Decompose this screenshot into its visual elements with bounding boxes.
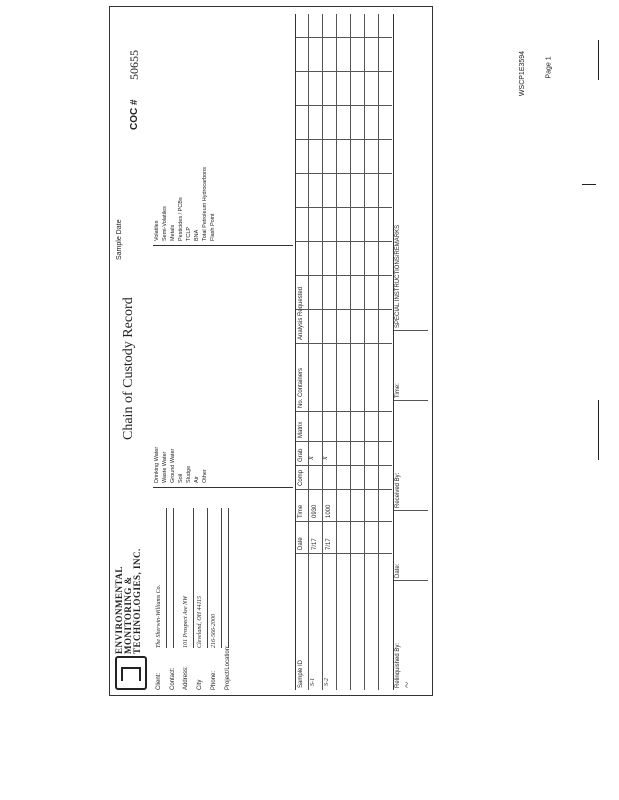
sample-type-block — [153, 243, 293, 488]
company-name-line1: ENVIRONMENTAL — [114, 566, 124, 654]
phone-label: Phone: — [211, 670, 217, 690]
grid-header-time: Time — [298, 504, 304, 518]
analysis-item: Semi-Volatiles — [162, 206, 168, 241]
signature-scribble: ~ — [401, 682, 413, 688]
phone-value: 216-566-2000 — [208, 508, 222, 648]
scan-edge-mark — [582, 184, 596, 185]
chain-of-custody-form — [109, 6, 433, 696]
row-1-date: 7/17 — [312, 538, 318, 550]
analysis-item: BNA — [194, 229, 200, 241]
client-info — [153, 490, 293, 690]
grid-header-analysis: Analysis Requested — [298, 286, 304, 340]
relinquished-by-cell — [394, 580, 428, 690]
city-label: City — [197, 679, 203, 690]
received-by-cell — [394, 400, 428, 510]
grid-header-sample-id: Sample ID — [298, 659, 304, 688]
project-label: Project/Location: — [225, 645, 231, 690]
grid-line — [296, 553, 392, 554]
analysis-item: Metals — [170, 224, 176, 241]
address-value: 101 Prospect Ave NW — [180, 508, 194, 648]
analysis-item: Total Petroleum Hydrocarbons — [202, 167, 208, 241]
sample-type-item: Waste Water — [162, 451, 168, 483]
grid-line — [296, 71, 392, 72]
analysis-item: Flash Point — [210, 213, 216, 241]
grid-header-comp: Comp — [298, 469, 304, 486]
grid-line — [296, 441, 392, 442]
grid-line — [296, 521, 392, 522]
company-name-line2: MONITORING & — [123, 576, 133, 654]
client-value: The Sherwin-Williams Co. — [153, 508, 167, 648]
grid-line — [378, 14, 379, 690]
signature-block — [393, 14, 428, 690]
date-label: Date: — [395, 563, 401, 578]
grid-line — [364, 14, 365, 690]
analysis-block — [153, 9, 293, 246]
grid-line — [296, 37, 392, 38]
time-label: Time: — [395, 383, 401, 398]
sample-type-item: Soil — [178, 473, 184, 483]
grid-header-containers: No. Containers — [298, 367, 304, 408]
city-value: Cleveland, OH 44115 — [194, 508, 208, 648]
sample-type-item: Air — [194, 476, 200, 483]
analysis-item: TCLP — [186, 226, 192, 241]
grid-line — [296, 343, 392, 344]
grid-line — [296, 207, 392, 208]
grid-line — [296, 411, 392, 412]
client-label: Client: — [156, 672, 162, 690]
grid-line — [296, 173, 392, 174]
grid-line — [296, 105, 392, 106]
sample-type-item: Ground Water — [170, 448, 176, 483]
company-name — [115, 548, 142, 654]
address-label: Address: — [183, 666, 189, 690]
sample-type-item: Drinking Water — [154, 446, 160, 483]
grid-header-grab: Grab — [298, 448, 304, 462]
grid-line — [296, 139, 392, 140]
sample-type-item: Sludge — [186, 465, 192, 483]
grid-header-date: Date — [298, 537, 304, 550]
sample-grid — [295, 14, 392, 690]
grid-line — [296, 241, 392, 242]
grid-line — [296, 309, 392, 310]
form-header — [113, 14, 147, 690]
row-1-grab-mark: X — [309, 456, 315, 460]
special-instructions-label: SPECIAL INSTRUCTIONS/REMARKS — [395, 224, 401, 328]
row-2-grab-mark: X — [323, 456, 329, 460]
page-number: Page 1 — [545, 56, 553, 79]
contact-value — [173, 508, 174, 648]
grid-line — [296, 465, 392, 466]
company-name-line3: TECHNOLOGIES, INC. — [132, 548, 142, 654]
relinquished-by-label: Relinquished By: — [395, 642, 401, 688]
grid-line — [296, 275, 392, 276]
time-cell — [394, 330, 428, 400]
project-value — [228, 508, 229, 648]
grid-line — [322, 14, 323, 690]
row-1-sample-id: S-1 — [310, 678, 316, 686]
date-cell — [394, 510, 428, 580]
grid-header-matrix: Matrix — [298, 421, 304, 438]
grid-line — [296, 489, 392, 490]
sample-date-label: Sample Date — [116, 219, 123, 260]
row-2-date: 7/17 — [326, 538, 332, 550]
grid-line — [336, 14, 337, 690]
document-id: WSCP1E3594 — [519, 50, 527, 97]
scan-edge-mark — [598, 40, 599, 80]
sample-type-item: Other — [202, 469, 208, 483]
company-logo-icon — [115, 656, 147, 690]
row-1-time: 0930 — [312, 504, 318, 518]
special-instructions-cell — [394, 14, 428, 330]
form-title: Chain of Custody Record — [121, 297, 136, 440]
scan-edge-mark — [598, 400, 599, 460]
contact-label: Contact: — [170, 667, 176, 690]
grid-line — [350, 14, 351, 690]
coc-label: COC # — [129, 99, 140, 130]
row-2-sample-id: S-2 — [324, 678, 330, 686]
coc-number: 50655 — [127, 50, 141, 80]
row-2-time: 1000 — [326, 504, 332, 518]
analysis-item: Volatiles — [154, 220, 160, 241]
received-by-label: Received By: — [395, 472, 401, 508]
analysis-item: Pesticides / PCBs — [178, 197, 184, 241]
grid-line — [308, 14, 309, 690]
